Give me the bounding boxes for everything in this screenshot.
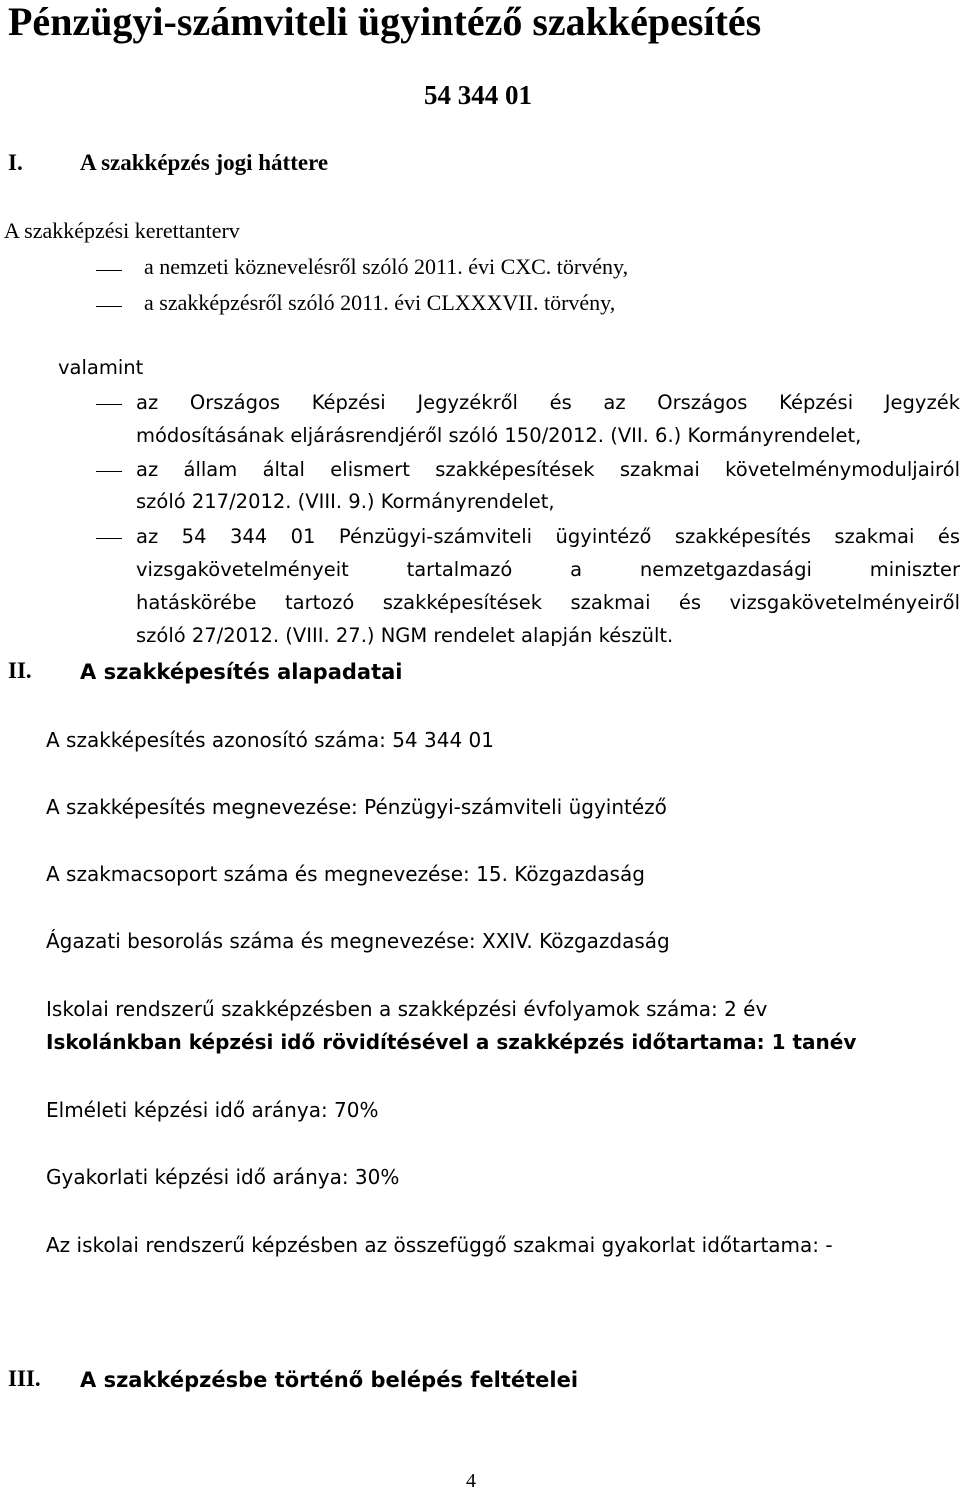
valamint-label: valamint bbox=[58, 356, 144, 379]
law-item: a szakképzésről szóló 2011. évi CLXXXVII. törvény, bbox=[144, 290, 616, 315]
decree-line: az állam által elismert szakképesítések szakmai követelménymoduljairól bbox=[136, 458, 960, 481]
decree-line: szóló 27/2012. (VIII. 27.) NGM rendelet alapján készült. bbox=[136, 624, 674, 647]
decree-line: az Országos Képzési Jegyzékről és az Országos Képzési Jegyzék bbox=[136, 391, 960, 414]
dash-bullet-icon bbox=[96, 471, 122, 472]
info-item: Az iskolai rendszerű képzésben az összefüggő szakmai gyakorlat időtartama: - bbox=[46, 1233, 833, 1257]
info-item: Ágazati besorolás száma és megnevezése: XXIV. Közgazdaság bbox=[46, 929, 670, 953]
section-2-number: II. bbox=[8, 658, 32, 683]
dash-bullet-icon bbox=[96, 306, 122, 307]
decree-line: hatáskörébe tartozó szakképesítések szakmai és vizsgakövetelményeiről bbox=[136, 591, 960, 614]
section-1-title: A szakképzés jogi háttere bbox=[80, 150, 329, 175]
section-3-number: III. bbox=[8, 1366, 41, 1391]
qualification-code: 54 344 01 bbox=[424, 80, 532, 110]
decree-line: az 54 344 01 Pénzügyi-számviteli ügyintéző szakképesítés szakmai és bbox=[136, 525, 960, 548]
dash-bullet-icon bbox=[96, 404, 122, 405]
info-item: A szakképesítés megnevezése: Pénzügyi-számviteli ügyintéző bbox=[46, 795, 667, 819]
section-1-intro: A szakképzési kerettanterv bbox=[4, 218, 240, 243]
info-item-highlight: Iskolánkban képzési idő rövidítésével a szakképzés időtartama: 1 tanév bbox=[46, 1030, 857, 1054]
decree-line: szóló 217/2012. (VIII. 9.) Kormányrendelet, bbox=[136, 490, 555, 513]
decree-line: módosításának eljárásrendjéről szóló 150/2012. (VII. 6.) Kormányrendelet, bbox=[136, 424, 862, 447]
document-title: Pénzügyi-számviteli ügyintéző szakképesítés bbox=[8, 0, 762, 44]
section-2-title: A szakképesítés alapadatai bbox=[80, 660, 403, 684]
info-item: Gyakorlati képzési idő aránya: 30% bbox=[46, 1165, 400, 1189]
info-item: A szakképesítés azonosító száma: 54 344 01 bbox=[46, 728, 494, 752]
dash-bullet-icon bbox=[96, 538, 122, 539]
dash-bullet-icon bbox=[96, 270, 122, 271]
info-item: Iskolai rendszerű szakképzésben a szakképzési évfolyamok száma: 2 év bbox=[46, 997, 768, 1021]
info-item: A szakmacsoport száma és megnevezése: 15. Közgazdaság bbox=[46, 862, 645, 886]
section-1-number: I. bbox=[8, 150, 23, 175]
info-item: Elméleti képzési idő aránya: 70% bbox=[46, 1098, 379, 1122]
page-number: 4 bbox=[466, 1470, 476, 1492]
section-3-title: A szakképzésbe történő belépés feltételei bbox=[80, 1368, 579, 1392]
law-item: a nemzeti köznevelésről szóló 2011. évi CXC. törvény, bbox=[144, 254, 629, 279]
decree-line: vizsgakövetelményeit tartalmazó a nemzetgazdasági miniszter bbox=[136, 558, 960, 581]
